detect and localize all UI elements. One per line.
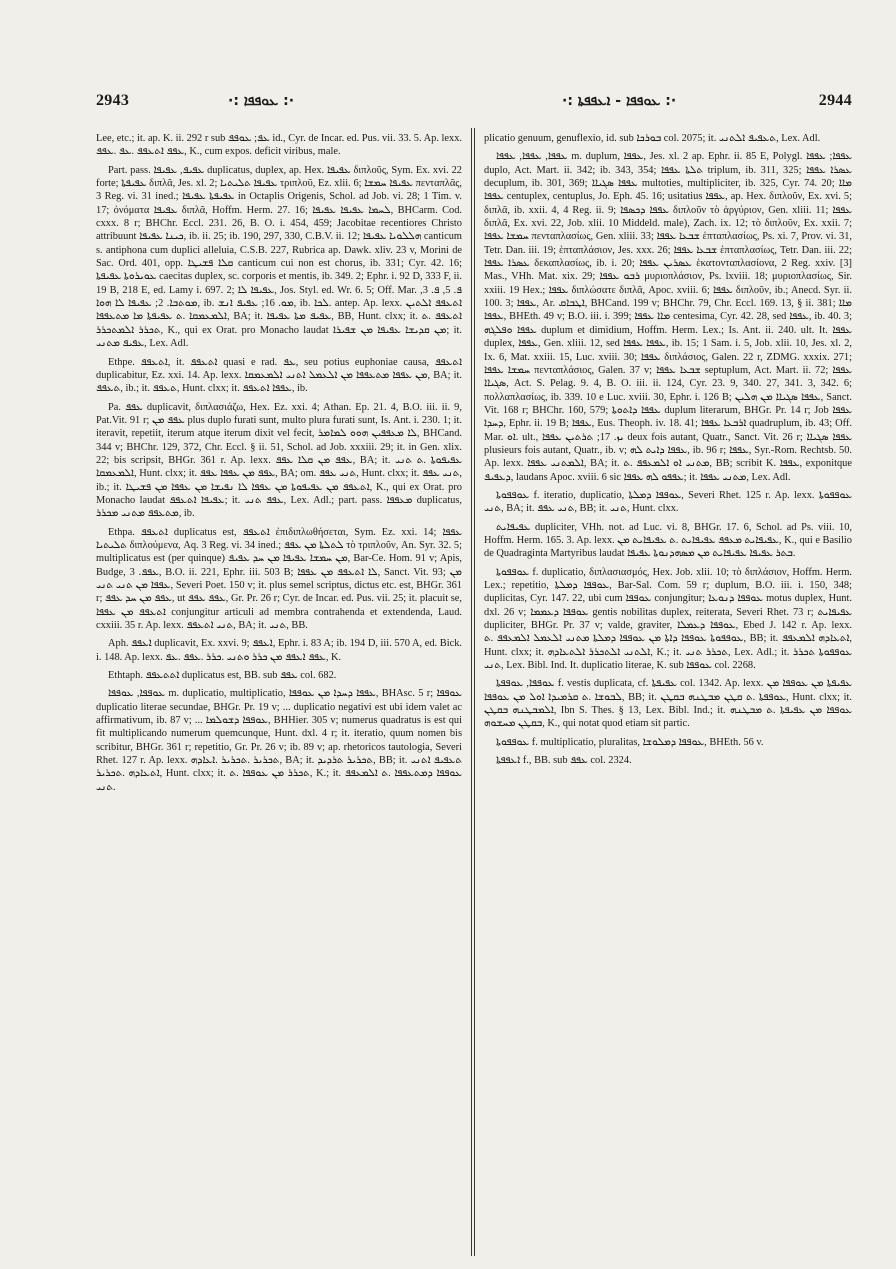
left-running-word: ·: ܥܘܦܦܐ :· [228,93,295,109]
right-column [484,132,852,1252]
entry-paragraph: ܥܘܦܦܘܬܐ f. multiplicatio, pluralitas, ܥܘܦܦܐ ܕܡܠܘܫܐ, BHEth. 56 v. [496,736,764,748]
left-page-number: 2943 [96,92,130,109]
entry-paragraph: Pa. ܥܦܦ duplicavit, διπλασιάζω, Hex. Ez. xxi. 4; Athan. Ep. 21. 4, B.O. iii. ii. 9, Pat.Vit. 91 r; ܥܦܦ ܡܢ plus duplo furati sunt, multo plura furati sunt, Is. Ant. i. 230. 1; it. iteravit, repetiit, iterum atque iterum dixit vel fecit, ܠܐ ܡܥܦܦܝܢ ܗܘܘ ܠܡܐܡܪ, BHCand. 344 v; BHChr. 129, 372, Chr. Eccl. § ii. 51, Schol. ad Job. xxxiii. 29; it. in Gen. xlix. 22; bis scripsit, BHGr. 361 r. Ap. lexx. ܥܦܦ ܡܢ ܩܠܐ ܥܦܦ, BA; it. ܥܦܝܦܘܬܐ .ܬ ܬܢܝ ܐܠܡܥܡܩܐ, Hunt. clxx; it. ܥܦܦ ܡܢ ܥܦܦܐ ܥܦܦ, BA; om. ܬܢܝ ܥܦܦ, Hunt. clxx; it. ܬܢܝ ܥܦܦ, ib.; it. ܐܬܥܦܦ ܡܢ ܥܦܝܦܘܬܐ ܡܢ ܥܦܦܐ ܠܐ ܢܦܝܫܐ ܡܢ ܥܦܦܐ ܡܢ ܦܫܝܛܐ, K., qui ex Orat. pro Monacho laudat ܥܦܝܦܐ ܐܬܥܦܦ; it. ܥܦܦ ܬܢܝ, Lex. Adl.; part. pass. ܡܥܦܦܐ duplicatus, ܡܬܥܦܦ ܡܬܢܝ ܡܟܪܪ, ib. [96,401,462,520]
right-page-number: 2944 [818,92,852,109]
entry-paragraph: ܥܦܝܦܐܝܬ dupliciter, VHh. not. ad Luc. vi. 8, BHGr. 17. 6, Schol. ad Ps. viii. 10, Hoffm. Herm. 165. 3. Ap. lexx. ܥܦܝܦܐܝܬ ܡܥܦܦ ܥܦܝܦܐܝܬ .ܬ ܥܦܝܦܐܝܬ ܡܢ, K., qui e Basilio de Quadraginta Martyribus laudat ܒܬܪ ܥܦܝܦܐ ܥܦܝܦܐܝܬ ܡܢ ܡܣܗܕܢܘܬܐ ܥܦܝܦܐ. [484,521,852,560]
entry-paragraph: Ethtaph. ܐܬܬܥܦܦ duplicatus est, BB. sub ܥܦܦ col. 682. [108,670,337,682]
entry-paragraph: ܐܥܦܦܬܐ f., BB. sub ܥܦܦ col. 2324. [496,755,632,767]
entry-paragraph: Part. pass. ܥܦܝܦ, ܥܦܝܦܐ duplicatus, duplex, ap. Hex. ܥܦܝܦܐ διπλοῦς, Sym. Ex. xvi. 22 forte; ܥܦܝܦܬܐ διπλᾶ, Jes. xl. 2; ܥܦܝܦܐ ܬܠܝܬܝܐ τριπλοῦ, Ez. xlii. 6; ܥܦܝܦܐ ܚܡܫܐ πενταπλᾶς, 3 Reg. vi. 31 ined.; ܥܦܝܦܬܐ ܥܦܝܦܐ in Octaplis Origenis, Schol. ad Job. vi. 28; 1 Tim. v. 17; ὀνόματα ܥܦܝܦܐ διπλᾶ, Hoffm. Herm. 27. 16; ܠܚܡܐ ܥܦܝܦܐ ܥܦܝܦܐ, BHCarm. Cod. cxxx. 8 r; BHChr. Eccl. 231. 26, B. O. i. 454, 459; Jacobitae recentiores Christo attribuunt ܟܝܢܐ ܥܦܝܦܐ, ib. ii. 25; ib. 190, 297, 330, C.B.V. ii. 12; ܗܠܠܘܝܐ ܥܦܝܦܐ canticum s. antiphona cum duplici alleluia, C.S.B. 227, Rubrica ap. Dawk. xliv. 23 v, Morini de Sac. Ord. 401, opp. ܩܠܐ ܦܫܝܛܐ canticum cui non est chorus, ib. 331; Cyr. 42. 16; ܥܘܝܪܘܬܐ ܥܦܝܦܬܐ caecitas duplex, sc. corporis et mentis, ib. 349. 2; Ephr. i. 92 D, 333 F, ii. 19 B, 218 E, ed. Lamy i. 697. 2; ܥܦܝܦܐ ܠܐ, Jos. Styl. ed. Wr. 6. 5; Off. Mar. ܦ. 5, ܦ. 3, ܡܘܬܒܐ. 2; ܥܦܝܦܐ ܠܐ ܗܘܐ, ib. ܡܘ. 16; ܥܦܝܦ ܐܢܫ, ib. ܠܟܐ. antep. Ap. lexx. ܐܬܥܦܦ ܐܠܬܝܢ ܐܠܡܥܡܩܐ .ܬ ܥܦܝܦܬܐ ܡܐ ܡܬܥܦܦܐ, BA; it. ܥܦܝܦ ܡܬܐ ܥܦܝܦܐ, BB, Hunt. clxx; it. ܐܬܥܦܦ .ܬ ܬܟܪܪ ܐܠܡܬܟܪܪ, K., qui ex Orat. pro Monacho laudat ܡܢ ܩܕܝܫܐ ܥܦܝܦܐ ܡܢ ܫܦܝܪܐ; it. ܥܦܝܦ ܡܬܢܝ, Lex. Adl. [96,164,462,350]
entry-paragraph: Ethpe. ܐܬܥܦܦ, it. ܐܬܥܦܦ quasi e rad. ܥܦ, seu potius euphoniae causa, ܐܬܥܦܦ duplicabitur, Ez. xxi. 14. Ap. lexx. ܡܢ ܥܦܦܐ ܡܬܥܦܦܐ ܡܢ ܐܠܥܡܠ ܐܬܢܝ ܐܠܡܥܡܩܐ, BA; it. ܬܥܦܦ, ib.; it. ܬܥܦܦ, Hunt. clxx; it. ܥܦܦܐ ܐܬܥܦܦ, ib. [96,356,462,395]
entry-paragraph: plicatio genuum, genuflexio, id. sub ܒܘܪܟܐ col. 2075; it. ܬܥܦܝܦ ܐܠܬܢܝ, Lex. Adl. [484,133,821,144]
left-column [96,132,462,1252]
entry-paragraph: ܥܘܦܦܐ, ܥܘܦܦܬܐ f. vestis duplicata, cf. ܥܦܝܦܬܐ col. 1342. Ap. lexx. ܥܦܝܦܬܐ ܡܢ ܥܘܦܦܐ ܡܢ ܠܒܘܫܐ .ܬ ܩܪܡܝܕܐ ܐܘܠ ܡܢ ܥܘܦܦܐ, BB; it. ܥܘܦܦܬܐ .ܬ ܩܛܢ ܡܒܛܢܗ ܒܩܛܢ, Hunt. clxx; it. ܐܠܡܒܛܢܗ ܒܩܛܢ, Ibn S. Thes. § 13, Lex. Bibl. Ind.; it. ܥܘܦܦܐ ܡܢ ܥܦܝܦܬܐ .ܬ ܡܒܛܢܗ ܒܩܛܢ ܡܚܫܘܗ, K., qui notat quod etiam sit partic. [484,678,852,730]
right-running-word: ·: ܥܘܦܦܐ - ܐܥܦܦܬܐ :· [562,93,677,109]
running-header [0,92,896,116]
column-divider [474,128,475,1256]
entry-paragraph: ܥܘܦܦܘܬܐ f. duplicatio, διπλασιασμός, Hex. Job. xlii. 10; τὸ διπλάσιον, Hoffm. Herm. Lex.; repetitio, ܥܘܦܦܐ ܕܡܠܬܐ, Bar-Sal. Com. 59 r; duplum, B.O. iii. i. 150, 348; duplicitas, Cyr. 147. 22, ubi cum ܥܘܦܦܐ conjungitur; ܥܘܦܦܐ ܕܢܘܥܐ motus duplex, Hunt. dxl. 26 v; ܥܘܦܦܐ ܕܥܡܡܐ gentis nobilitas duplex, reiterata, Severi Rhet. 73 r; ܥܦܝܦܐܝܬ dupliciter, BHGr. Pr. 37 v; valde, graviter, ܥܘܦܦܐ ܕܥܡܠܐ, Ebed J. 142 r. Ap. lexx. ܥܘܦܦܘܬܐ ܥܘܦܦܐ ܕܐܬܐ ܡܢ ܥܘܦܦܐ ܕܡܠܬܐ ܡܬܢܝ ܐܠܥܡܠ ܐܠܡܥܦܦ .ܬ, BB; it. ܐܬܥܐܕܗ ܐܠܡܥܦܦ, Hunt. clxx; it. ܐܠܬܢܝ ܐܠܬܟܪܪ ܐܠܬܥܐܕܗ, K.; it. ܬܟܪܪ ܬܢܝ, Lex. Adl.; it. ܥܘܦܦܘܬܐ ܬܟܪܪ ܬܢܝ, Lex. Bibl. Ind. It. duplicatio literae, K. sub ܥܘܦܦܐ col. 2268. [484,566,852,672]
entry-paragraph: Lee, etc.; it. ap. K. ii. 292 r sub ܥܦ; ܥܘܦܦ id., Cyr. de Incar. ed. Pus. vii. 33. 5. Ap. lexx. ܥܦܦ ܐܬܥܦܦ .ܥܦ .ܥܦܦ, K., cum expos. deficit viribus, male. [96,133,462,158]
entry-paragraph: Aph. ܐܥܦܦ duplicavit, Ex. xxvi. 9; ܐܥܦܦ, Ephr. i. 83 A; ib. 194 D, iii. 570 A, ed. Bick. i. 148. Ap. lexx. ܥܦܦ ܐܥܦܦ ܡܢ ܟܪܪ ܘܬܢܝ .ܟܪܪ .ܥܦܦ .ܥܦ, K. [96,638,462,663]
entry-paragraph: Ethpa. ܐܬܥܦܦ duplicatus est, ܐܬܥܦܦ ἐπιδιπλωθήσεται, Sym. Ez. xxi. 14; ܥܦܦܐ ܬܠܝܬܝܐ διπλούμενα, Aq. 3 Reg. vi. 34 ined.; ܠܬܠܬܐ ܡܢ ܥܦܦ τὸ τριπλοῦν, An. Syr. 32. 5; multiplicatus est (per quinque) ܡܢ ܚܡܫܐ ܥܦܝܦܐ ܡܢ ܚܕ ܥܦܝܦ, Bar-Ce. Hom. 91 v; Apis, Budge, ܥܦܦ. 3, B.O. ii. 221, Ephr. iii. 503 B; ܠܐ ܐܬܥܦܦ ܡܢ ܥܦܦܐ, Sanct. Vit. 93; ܡܢ ܥܦܦܐ ܡܢ ܬܢܝ ܬܢܝ, Severi Poet. 150 v; it. plus semel scriptus, dictus etc. est, BHGr. 361 r; ܥܦܦ ܡܢ ܚܕ ܥܦܦ, ut ܥܦܦ ܥܦܦ, Gr. Pr. 26 r; Cyr. de Incar. ed. Pus. vii. 25; it. placuit se, ܐܬܥܦܦ ܡܢ ܥܦܦܐ conjungitur articuli ad membra contrahenda et extendenda, Laud. cxxiii. 35 r. Ap. lexx. ܬܢܝ ܐܬܥܦܦ, BA; it. ܬܢܝ, BB. [96,526,462,632]
entry-paragraph: ܥܦܦܐ, ܥܦܦܐ, ܥܦܦܐ m. duplum, ܥܦܦܐ, Jes. xl. 2 ap. Ephr. ii. 85 E, Polygl. ܥܦܦܐ; ܥܦܦܐ duplo, Act. Mart. ii. 342; ib. 343, 354; ܬܠܬܐ ܥܦܦܐ triplum, ib. 311, 325; ܥܣܪܐ ܥܦܦܐ decuplum, ib. 301, 369; ܥܦܦܐ ܣܓܝܐܐ multoties, multipliciter, ib. 325, Cyr. 74. 20; ܡܐܐ ܥܦܦܐ centuplex, centuplus, Jo. Eph. 45. 16; usitatius ܥܦܦܐ, ap. Hex. διπλοῦν, Ex. xvi. 5; διπλᾶ, ib. xxii. 4, 4 Reg. ii. 9; ܥܦܦܐ ܕܟܣܦܐ διπλοῦν τὸ ἀργύριον, Gen. xliii. 11; ܥܦܦܐ διπλᾶ, Ex. xvi. 22, Job. xlii. 10 Middeld. male), Zach. ix. 12; τὸ διπλοῦν, Ex. xxii. 7; ܚܡܫܐ ܥܦܦܐ πενταπλασίως, Gen. xliii. 33; ܫܒܥܐ ܥܦܦܐ ἑπταπλασίως, Ps. xi. 7, Prov. vi. 31, Tetr. Dan. iii. 19; ἑπταπλάσιον, Jes. xxx. 26; ܫܒܥܐ ܥܦܦܐ ἑπταπλασίως, Tetr. Dan. iii. 22; ܥܣܪܐ ܥܦܦܐ δεκαπλασίως, ib. i. 20; ܥܣܪܝܢ ܥܦܦܐ ἑκατονταπλασίονα, 2 Reg. xxiv. [3] Mas., VHh. Mat. xix. 29; ܪܒܘ ܥܦܦܐ μυριοπλάσιον, Ps. lxviii. 18; μυριοπλασίως, Sir. xxiii. 19 Hex.; ܥܦܦܐ διπλώσατε διπλᾶ, Apoc. xviii. 6; ܥܦܦܐ διπλοῦν, ib.; Anecd. Syr. ii. 100. 3; ܥܦܦܐ, Ar. ܐܛܒܐܩ, BHCand. 199 v; BHChr. 79, Chr. Eccl. 169. 13, § ii. 381; ܡܐܐ ܥܦܦܐ, BHEth. 49 v; B.O. iii. i. 399; ܡܐܐ ܥܦܦܐ centesima, Cyr. 42. 28, sed ܥܦܦܐ, ib. 40. 3; ܥܦܦܐ ܘܦܠܓܗ duplum et dimidium, Hoffm. Herm. Lex.; Is. Ant. ii. 240. ult. It. ܥܦܦܐ duplex, ܥܦܦܐ, Gen. xliii. 12, sed ܥܦܦܐ ܥܦܦܐ, ib. 15; 1 Sam. i. 5, Job. xlii. 10, Jes. xl. 2, Ix. 6, Mat. xxiii. 15, Luc. xviii. 30; ܥܦܦܐ διπλάσιος, Galen. 22 r, ZDMG. xxxix. 271; ܚܡܫܐ ܥܦܦܐ πενταπλάσιος, Galen. 37 v; ܫܒܥܐ ܥܦܦܐ septuplum, Act. Mart. ii. 72; ܥܦܦܐ ܣܓܝܐܐ, Act. S. Pelag. 9. 4, B. O. iii. ii. 124, Cyr. 23. 9, 340. 27, 341. 3, 342. 6; πολλαπλασίως, ib. 339. 10 e Luc. xviii. 30, Ephr. i. 126 B; ܥܦܦܐ ܣܓܝܐܐ ܡܢ ܗܠܝܢ, Sanct. Vit. 168 r; BHChr. 160, 579; ܥܦܦܐ ܕܐܬܘܬܐ duplum literarum, BHGr. Pr. 14 r; Job ܥܦܦܐ ܕܚܕܐ, Ephr. ii. 19 B; ܥܦܦܐ, Eus. Theoph. iv. 18. 41; ܐܪܒܥܐ ܥܦܦܐ quadruplum, ib. 43; Off. Mar. ܐܘ. ult., ܝܙ. 17; ܬܪܬܝܢ ܥܦܦܐ deux fois autant, Quatr., Sanct. Vit. 26 r; ܥܦܦܐ ܣܓܝܐܐ plusieurs fois autant, Quatr., ib. v; ܥܦܦܐ ܕܐܝܬ ܠܗ, ib. 96 r; ܥܦܦܐ, Syr.-Rom. Rechtsb. 50. Ap. lexx. ܐܠܡܬܢܝ ܥܦܦܐ, BA; it. ܡܬܢܝ ܐܘ ܐܠܡܥܦܦ .ܬ, BB; scribit K. ܥܦܦܐ, exponitque ܕܥܦܝܦ, laudans Apoc. xviii. 6 sic ܥܦܦܘ ܠܗ ܥܦܦܐ; it. ܡܬܢܝ ܥܦܦܐ, Lex. Adl. [484,151,852,483]
entry-paragraph: ܥܘܦܦܐ, ܥܘܦܦܐ m. duplicatio, multiplicatio, ܥܦܦܐ ܕܚܕܐ ܡܢ ܥܘܦܦܐ, BHAsc. 5 r; ܥܘܦܦܐ duplicatio literae secundae, BHGr. Pr. 19 v; ... duplicatio negativi est ubi idem valet ac affirmativum, ib. 87 v; ... ܥܘܦܦܐ ܕܫܘܠܡܐ, BHHier. 305 v; numerus quadratus is est qui fit multiplicando numerum quemcunque, Hunt. dxl. 4 r; it. iteratio, quum nomen bis scribitur, BHGr. 361 r; repetitio, Gr. Pr. 26 v; ib. 89 v; ap. rhetoricos tautologia, Severi Rhet. 127 r. Ap. lexx. ܬܟܪܝܪ .ܬܟܪܝܪ .ܐܥܐܕܗ, BA; it. ܬܟܪܝܪ ܬܪܕܝܕ, BB; it. ܬܥܦܝܦ ܐܬܢܝ ܐܬܥܐܕܗ .ܬܟܪܝܪ, Hunt. clxx; it. ܬܟܪܪ ܡܢ ܥܘܦܦܐ .ܬ, K.; it. ܥܘܦܦܐ ܕܡܬܥܦܦܐ .ܬ ܐܠܡܥܦܦ ܬܢܝ. [96,688,462,793]
column-divider [471,128,472,1256]
entry-paragraph: ܥܘܦܦܘܬܐ f. iteratio, duplicatio, ܥܘܦܦܐ ܕܡܠܬܐ, Severi Rhet. 125 r. Ap. lexx. ܥܘܦܦܘܬܐ ܬܢܝ, BA; it. ܬܢܝ ܥܦܦ, BB; it. ܬܢܝ, Hunt. clxx. [484,489,852,515]
